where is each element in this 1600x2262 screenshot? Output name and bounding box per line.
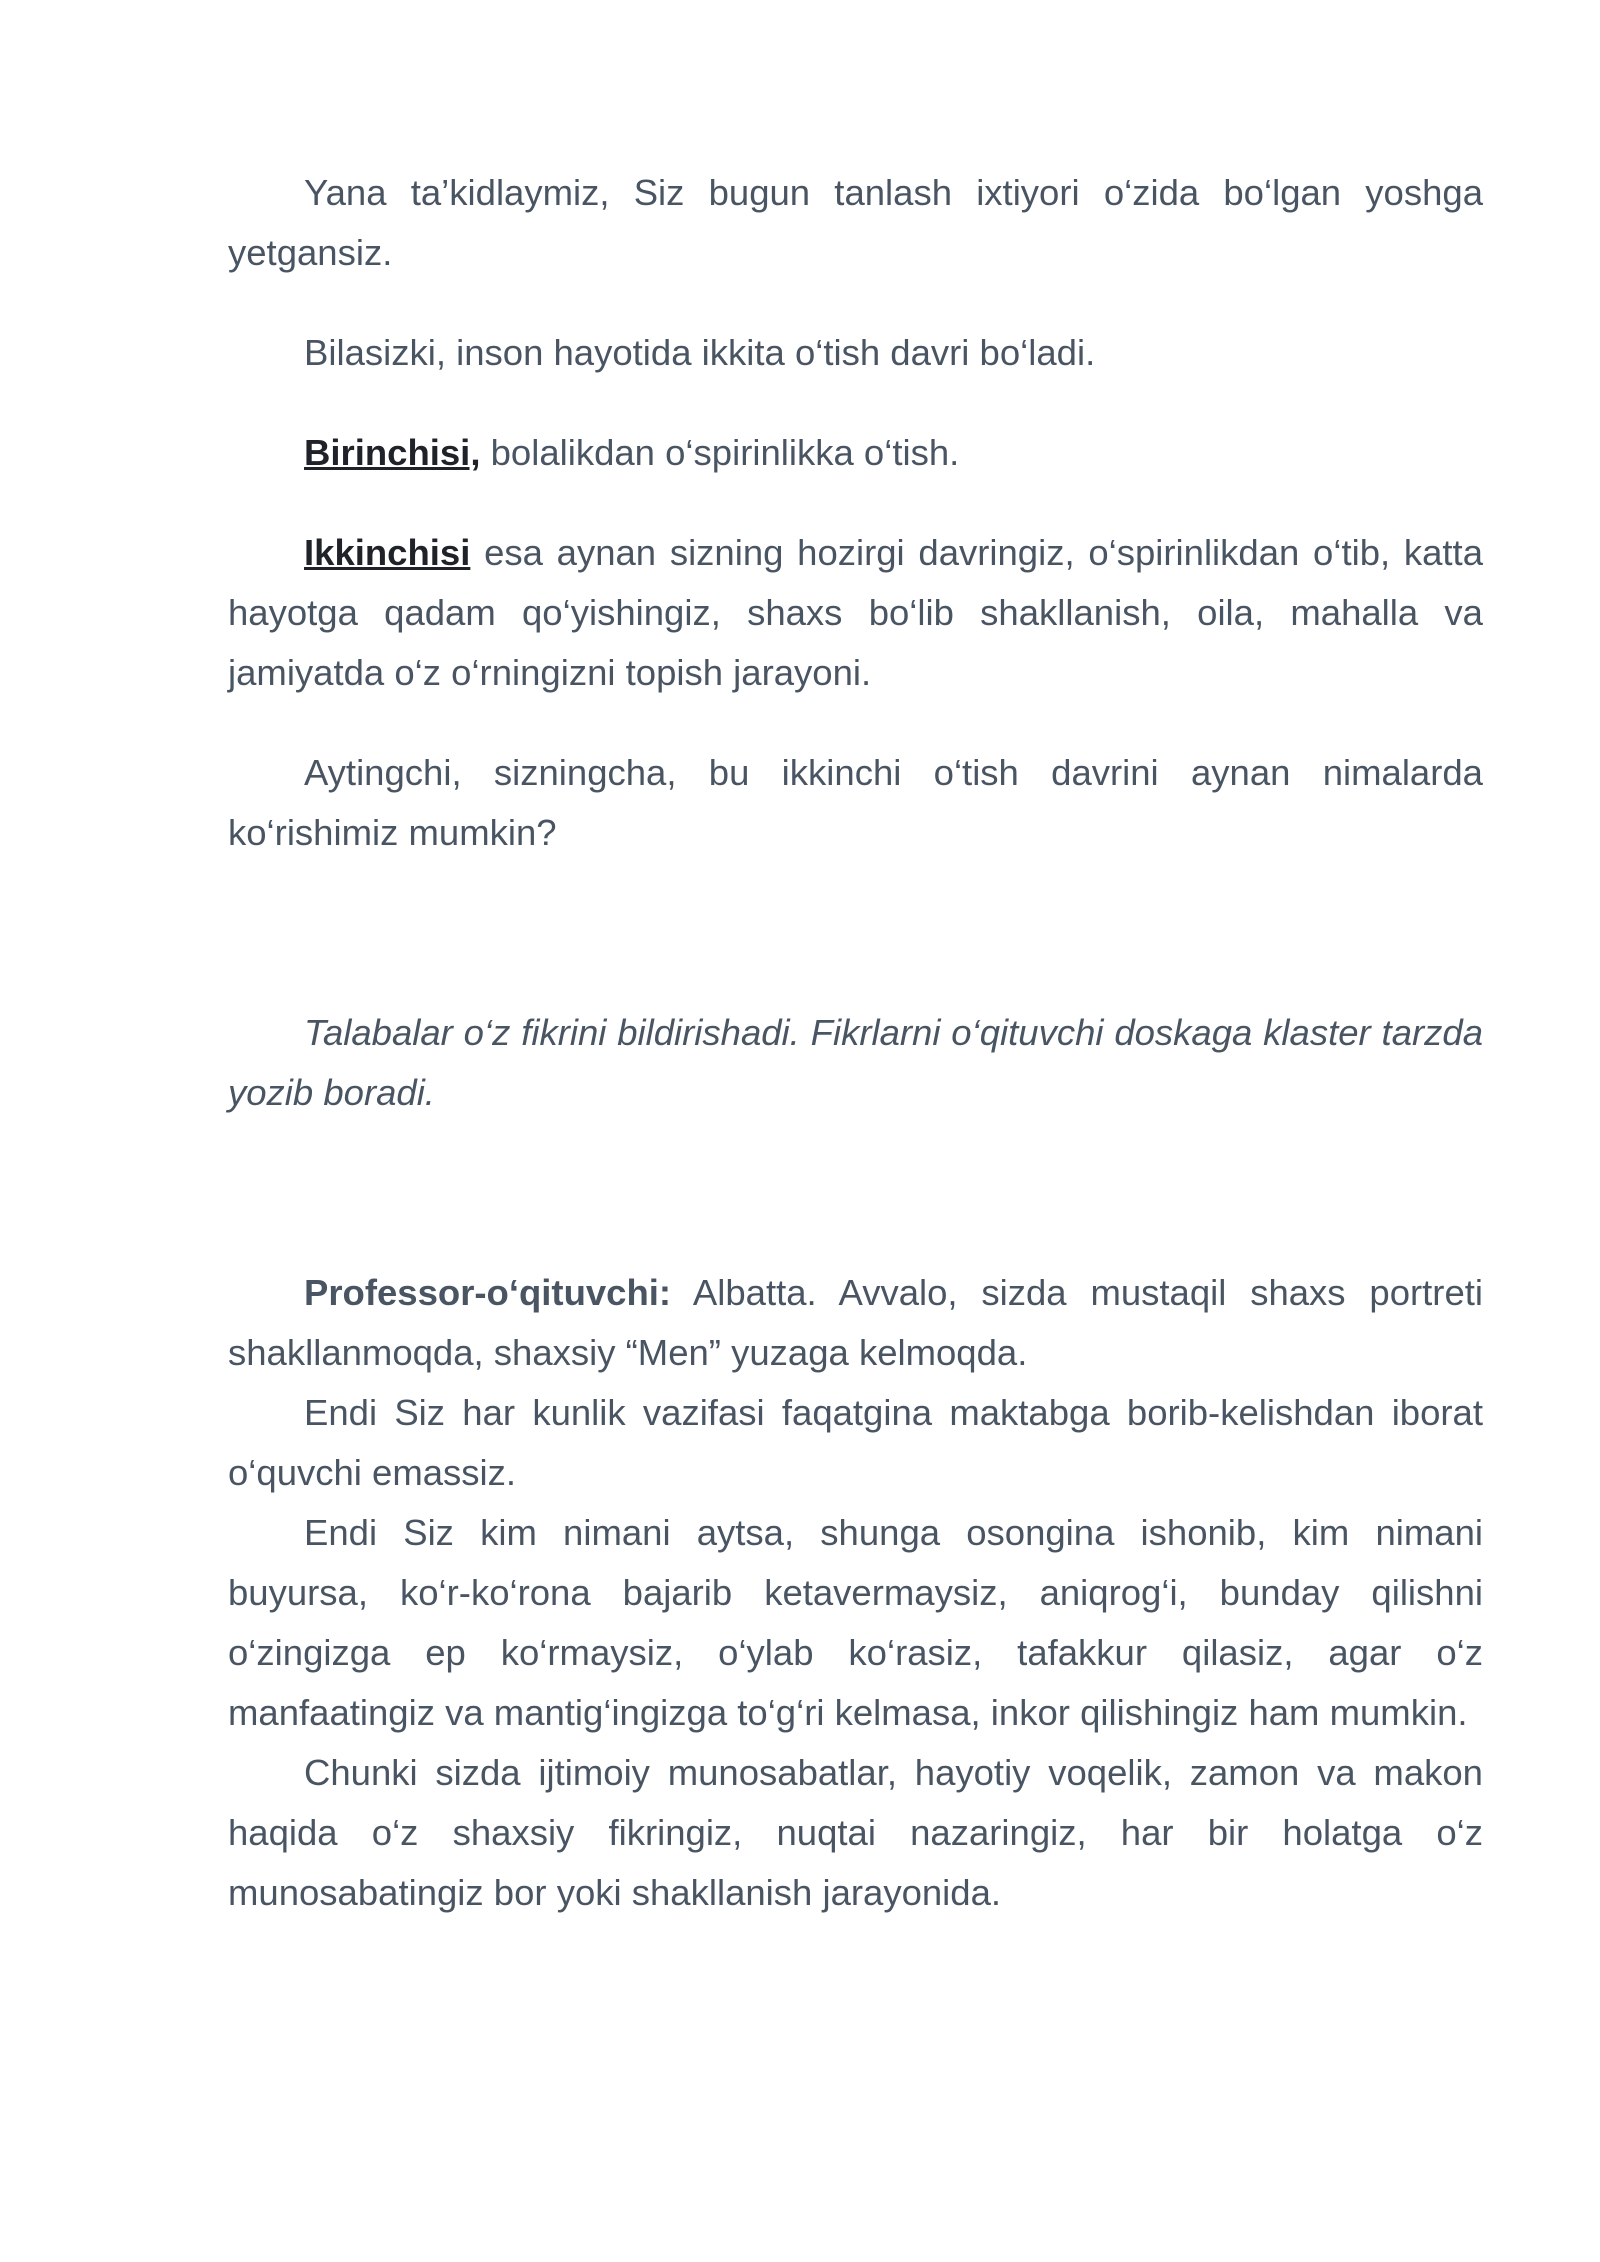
- document-body: [228, 163, 1483, 1923]
- first-keyword: Birinchisi,: [304, 432, 481, 473]
- paragraph-independent-thinking: Endi Siz kim nimani aytsa, shunga osongina ishonib, kim nimani buyursa, ko‘r-ko‘rona bajarib ketavermaysiz, aniqrog‘i, bunday qilishni o‘zingizga ep ko‘rmaysiz, o‘ylab ko‘rasiz, tafakkur qilasiz, agar o‘z manfaatingiz va mantig‘ingizga to‘g‘ri kelmasa, inkor qilishingiz ham mumkin.: [228, 1512, 1483, 1733]
- paragraph-professor-reply: [228, 1263, 1483, 1383]
- paragraph-intro: Yana ta’kidlaymiz, Siz bugun tanlash ixtiyori o‘zida bo‘lgan yoshga yetgansiz.: [228, 172, 1483, 273]
- paragraph-first-period: [228, 423, 1483, 483]
- paragraph-second-period: [228, 523, 1483, 703]
- paragraph-student-activity: Talabalar o‘z fikrini bildirishadi. Fikrlarni o‘qituvchi doskaga klaster tarzda yozib boradi.: [228, 1012, 1483, 1113]
- second-period-text: esa aynan sizning hozirgi davringiz, o‘spirinlikdan o‘tib, katta hayotga qadam qo‘yishingiz, shaxs bo‘lib shakllanish, oila, mahalla va jamiyatda o‘z o‘rningizni topish jarayoni.: [228, 532, 1483, 693]
- paragraph-transition-periods: Bilasizki, inson hayotida ikkita o‘tish davri bo‘ladi.: [304, 332, 1096, 373]
- first-period-text: bolalikdan o‘spirinlikka o‘tish.: [480, 432, 960, 473]
- professor-reply-text: Albatta. Avvalo, sizda mustaqil shaxs portreti shakllanmoqda, shaxsiy “Men” yuzaga kelmoqda.: [228, 1272, 1483, 1373]
- paragraph-own-opinion: Chunki sizda ijtimoiy munosabatlar, hayotiy voqelik, zamon va makon haqida o‘z shaxsiy fikringiz, nuqtai nazaringiz, har bir holatga o‘z munosabatingiz bor yoki shakllanish jarayonida.: [228, 1752, 1483, 1913]
- paragraph-question: Aytingchi, sizningcha, bu ikkinchi o‘tish davrini aynan nimalarda ko‘rishimiz mumkin?: [228, 752, 1483, 853]
- speaker-label: Professor-o‘qituvchi:: [304, 1272, 672, 1313]
- paragraph-not-pupil: Endi Siz har kunlik vazifasi faqatgina maktabga borib-kelishdan iborat o‘quvchi emassiz.: [228, 1392, 1483, 1493]
- second-keyword: Ikkinchisi: [304, 532, 471, 573]
